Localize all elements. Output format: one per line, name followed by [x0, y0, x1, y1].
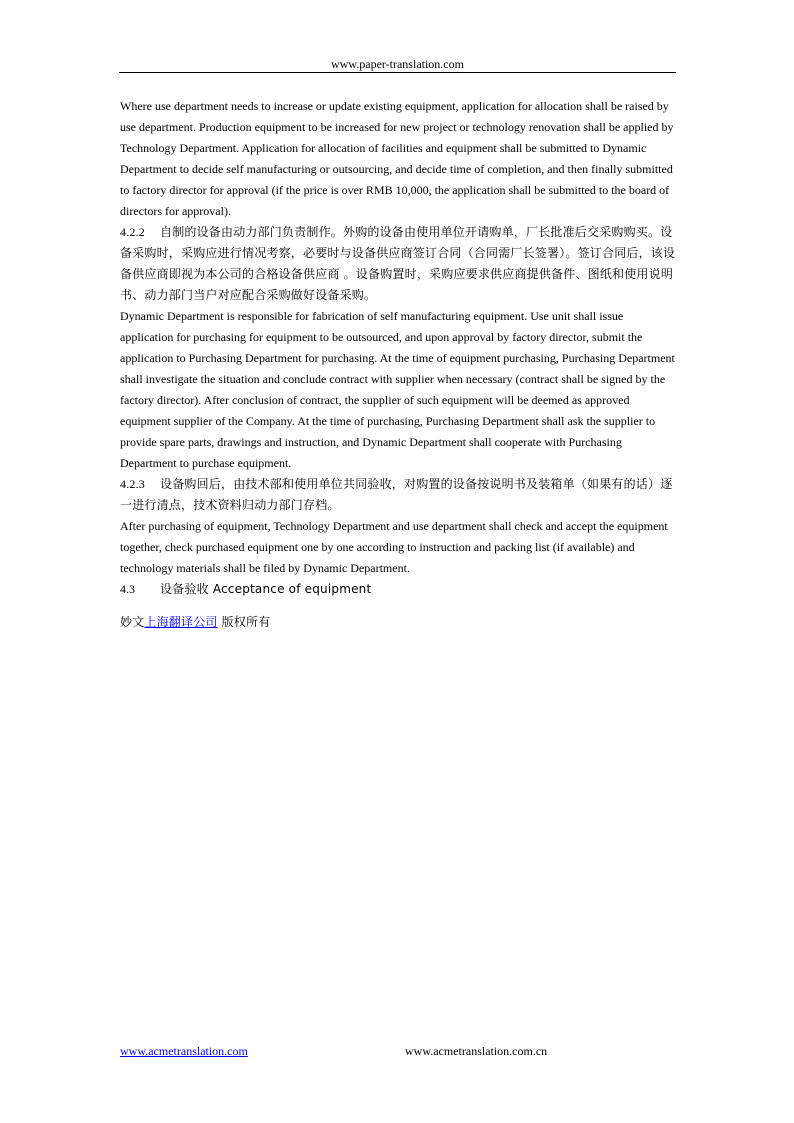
section-number: 4.2.3: [120, 477, 145, 491]
section-chinese-text: 自制的设备由动力部门负责制作。外购的设备由使用单位开请购单，厂长批准后交采购购买。设备采购时，采购应进行情况考察，必要时与设备供应商签订合同（合同需厂长签署）。签订合同后，该设备供应商即视为本公司的合格设备供应商 。设备购置时，采购应要求供应商提供备件、图纸和使用说明书、动力部门当户对应配合采购做好设备采购。: [120, 225, 676, 302]
section-heading: 设备验收 Acceptance of equipment: [160, 582, 372, 596]
footer-text: www.acmetranslation.com.cn: [405, 1044, 548, 1058]
section-chinese-text: 设备购回后，由技术部和使用单位共同验收，对购置的设备按说明书及装箱单（如果有的话）逐一进行清点，技术资料归动力部门存档。: [120, 477, 673, 512]
footer-link[interactable]: www.acmetranslation.com: [120, 1044, 248, 1058]
document-body: [120, 96, 676, 633]
copyright-suffix: 版权所有: [217, 615, 271, 629]
section-4-2-2: [120, 222, 676, 306]
spacer: [120, 600, 676, 612]
paragraph-after-purchasing: After purchasing of equipment, Technology Department and use department shall check and accept the equipment together, check purchased equipment one by one according to instruction and packing list (if available) and technology materials shall be filed by Dynamic Department.: [120, 519, 668, 575]
header-rule: [119, 72, 676, 73]
section-number: 4.3: [120, 582, 135, 596]
paragraph-allocation: Where use department needs to increase or update existing equipment, application for allocation shall be raised by use department. Production equipment to be increased for new project or technology renovation shall be applied by Technology Department. Application for allocation of facilities and equipment shall be submitted to Dynamic Department to decide self manufacturing or outsourcing, and decide time of completion, and then finally submitted to factory director for approval (if the price is over RMB 10,000, the application shall be submitted to the board of directors for approval).: [120, 99, 674, 218]
section-4-3: [120, 579, 676, 600]
page-header: www.paper-translation.com: [331, 57, 464, 71]
copyright-line: [120, 612, 676, 633]
paragraph-dynamic-department: Dynamic Department is responsible for fabrication of self manufacturing equipment. Use unit shall issue application for purchasing for equipment to be outsourced, and upon approval by factory director, submit the application to Purchasing Department for purchasing. At the time of equipment purchasing, Purchasing Department shall investigate the situation and conclude contract with supplier when necessary (contract shall be signed by the factory director). After conclusion of contract, the supplier of such equipment will be deemed as approved equipment supplier of the Company. At the time of purchasing, Purchasing Department shall ask the supplier to provide spare parts, drawings and instruction, and Dynamic Department shall cooperate with Purchasing Department to purchase equipment.: [120, 309, 675, 470]
copyright-prefix: 妙文: [120, 615, 145, 629]
section-number: 4.2.2: [120, 225, 145, 239]
section-4-2-3: [120, 474, 676, 516]
company-link[interactable]: 上海翻译公司: [144, 615, 218, 629]
